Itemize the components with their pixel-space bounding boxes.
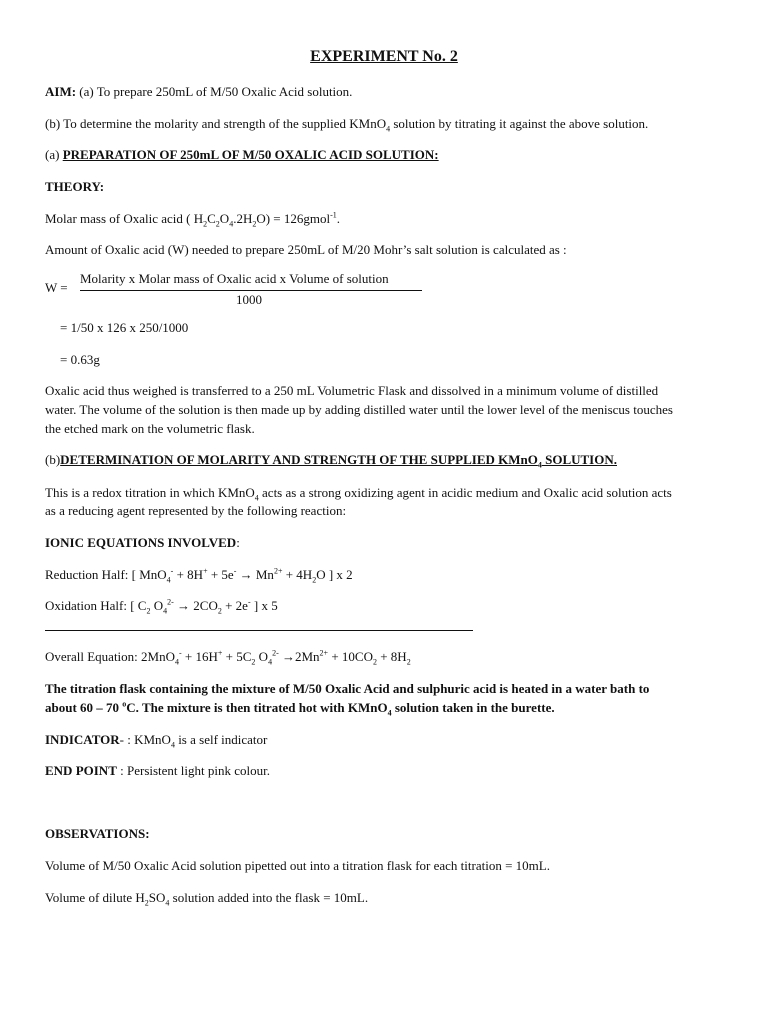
text: is a self indicator xyxy=(174,732,268,747)
text: SO xyxy=(148,890,166,905)
formula-lhs: W = xyxy=(45,280,68,295)
subscript: 4 xyxy=(386,124,391,134)
formula-denominator: 1000 xyxy=(236,292,262,307)
subscript: 4 xyxy=(166,575,171,585)
text: + 5e xyxy=(207,567,234,582)
degree-superscript: o xyxy=(122,699,127,709)
superscript: - xyxy=(170,566,174,576)
text: + 2e xyxy=(221,598,248,613)
text: about 60 – 70 xyxy=(45,700,123,715)
end-point-label: END POINT xyxy=(45,763,117,778)
superscript: -1 xyxy=(330,210,337,220)
part-b-heading xyxy=(60,452,617,470)
subscript: 2 xyxy=(217,606,222,616)
superscript: - xyxy=(178,648,182,658)
aim-b-text-end: solution by titrating it against the above solution. xyxy=(390,116,649,131)
observation-2 xyxy=(45,889,368,907)
text: : xyxy=(236,535,240,550)
end-point-line xyxy=(45,762,270,780)
text: + 4H xyxy=(282,567,313,582)
aim-b-line xyxy=(45,115,648,133)
text: Overall Equation: 2MnO xyxy=(45,649,175,664)
text: solution added into the flask = 10mL. xyxy=(169,890,369,905)
subscript: 2 xyxy=(203,219,208,229)
superscript: + xyxy=(217,648,223,658)
text: + 8H xyxy=(376,649,407,664)
overall-equation xyxy=(45,648,411,666)
subscript: 4 xyxy=(165,898,170,908)
reduction-equation xyxy=(45,566,353,584)
superscript: 2- xyxy=(167,597,174,607)
subscript: 2 xyxy=(144,898,149,908)
text: O ] x 2 xyxy=(316,567,353,582)
aim-line xyxy=(45,83,352,101)
superscript: 2+ xyxy=(319,648,329,658)
subscript: 2 xyxy=(406,657,411,667)
text: O xyxy=(219,211,230,226)
aim-b-text: (b) To determine the molarity and strength of the supplied KMnO xyxy=(45,116,387,131)
indicator-line xyxy=(45,731,267,749)
text: SOLUTION. xyxy=(541,452,617,467)
ionic-heading: IONIC EQUATIONS INVOLVED xyxy=(45,535,237,550)
page-title: EXPERIMENT No. 2 xyxy=(310,48,458,65)
text: Molar mass of Oxalic acid ( H xyxy=(45,211,204,226)
ionic-heading-line xyxy=(45,534,240,552)
text: O xyxy=(255,649,269,664)
part-b-heading-line xyxy=(45,451,617,469)
subscript: 2 xyxy=(251,657,256,667)
text: .2H xyxy=(233,211,253,226)
subscript: 4 xyxy=(268,657,273,667)
superscript: - xyxy=(247,597,251,607)
procedure-line-1: Oxalic acid thus weighed is transferred to a 250 mL Volumetric Flask and dissolved in a minimum volume of distilled xyxy=(45,383,659,398)
amount-line: Amount of Oxalic acid (W) needed to prepare 250mL of M/20 Mohr’s salt solution is calculated as : xyxy=(45,242,567,257)
text: + 10CO xyxy=(328,649,373,664)
procedure-line-3: the etched mark on the volumetric flask. xyxy=(45,421,255,436)
indicator-label: INDICATOR xyxy=(45,732,120,747)
subscript: 2 xyxy=(312,575,317,585)
procedure-line-2: water. The volume of the solution is then made up by adding distilled water until the lower level of the meniscus touches xyxy=(45,402,673,417)
part-b-prefix: (b) xyxy=(45,452,61,467)
superscript: 2- xyxy=(272,648,279,658)
text: Volume of dilute H xyxy=(45,890,145,905)
redox-line-1 xyxy=(45,484,672,502)
calc-step-1: = 1/50 x 126 x 250/1000 xyxy=(60,320,189,335)
separator-line xyxy=(45,630,473,631)
superscript: 2+ xyxy=(273,566,283,576)
text: + 8H xyxy=(173,567,204,582)
text: →2Mn xyxy=(278,649,320,664)
redox-line-2: as a reducing agent represented by the following reaction: xyxy=(45,503,347,518)
text: C. The mixture is then titrated hot with KMnO xyxy=(126,700,388,715)
formula-numerator: Molarity x Molar mass of Oxalic acid x Volume of solution xyxy=(80,271,389,286)
observation-1: Volume of M/50 Oxalic Acid solution pipetted out into a titration flask for each titration = 10mL. xyxy=(45,858,550,873)
part-a-prefix: (a) xyxy=(45,147,63,162)
text: - : KMnO xyxy=(119,732,171,747)
superscript: + xyxy=(203,566,208,576)
fraction-bar xyxy=(80,290,422,291)
subscript: 4 xyxy=(537,460,542,470)
text: C xyxy=(207,211,216,226)
subscript: 4 xyxy=(387,708,392,718)
text: . xyxy=(336,211,341,226)
part-a-heading: PREPARATION OF 250mL OF M/50 OXALIC ACID SOLUTION: xyxy=(62,147,439,162)
molar-mass-line xyxy=(45,210,340,228)
subscript: 2 xyxy=(372,657,377,667)
part-a-heading-line xyxy=(45,146,439,164)
bold-para-line-2 xyxy=(45,699,555,717)
calc-step-2: = 0.63g xyxy=(60,352,100,367)
subscript: 4 xyxy=(174,657,179,667)
text: O) = 126gmol xyxy=(256,211,331,226)
observations-heading: OBSERVATIONS: xyxy=(45,826,150,841)
text: → Mn xyxy=(236,567,274,582)
text: acts as a strong oxidizing agent in acidic medium and Oxalic acid solution acts xyxy=(258,485,672,500)
aim-label: AIM: xyxy=(45,84,77,99)
subscript: 2 xyxy=(215,219,220,229)
text: DETERMINATION OF MOLARITY AND STRENGTH OF THE SUPPLIED KMnO xyxy=(60,452,538,467)
text: This is a redox titration in which KMnO xyxy=(45,485,255,500)
text: → 2CO xyxy=(173,598,218,613)
text: Reduction Half: [ MnO xyxy=(45,567,167,582)
text: + 16H xyxy=(181,649,218,664)
oxidation-equation xyxy=(45,597,278,615)
subscript: 2 xyxy=(252,219,257,229)
bold-para-line-1: The titration flask containing the mixture of M/50 Oxalic Acid and sulphuric acid is heated in a water bath to xyxy=(45,681,650,696)
text: solution taken in the burette. xyxy=(391,700,555,715)
text: ] x 5 xyxy=(250,598,278,613)
text: O xyxy=(150,598,164,613)
text: : Persistent light pink colour. xyxy=(116,763,270,778)
text: + 5C xyxy=(222,649,252,664)
theory-heading: THEORY: xyxy=(45,179,105,194)
subscript: 4 xyxy=(229,219,234,229)
subscript: 2 xyxy=(146,606,151,616)
subscript: 4 xyxy=(254,493,259,503)
superscript: - xyxy=(233,566,237,576)
subscript: 4 xyxy=(163,606,168,616)
subscript: 4 xyxy=(170,740,175,750)
aim-a-text: (a) To prepare 250mL of M/50 Oxalic Acid solution. xyxy=(76,84,353,99)
text: Oxidation Half: [ C xyxy=(45,598,147,613)
